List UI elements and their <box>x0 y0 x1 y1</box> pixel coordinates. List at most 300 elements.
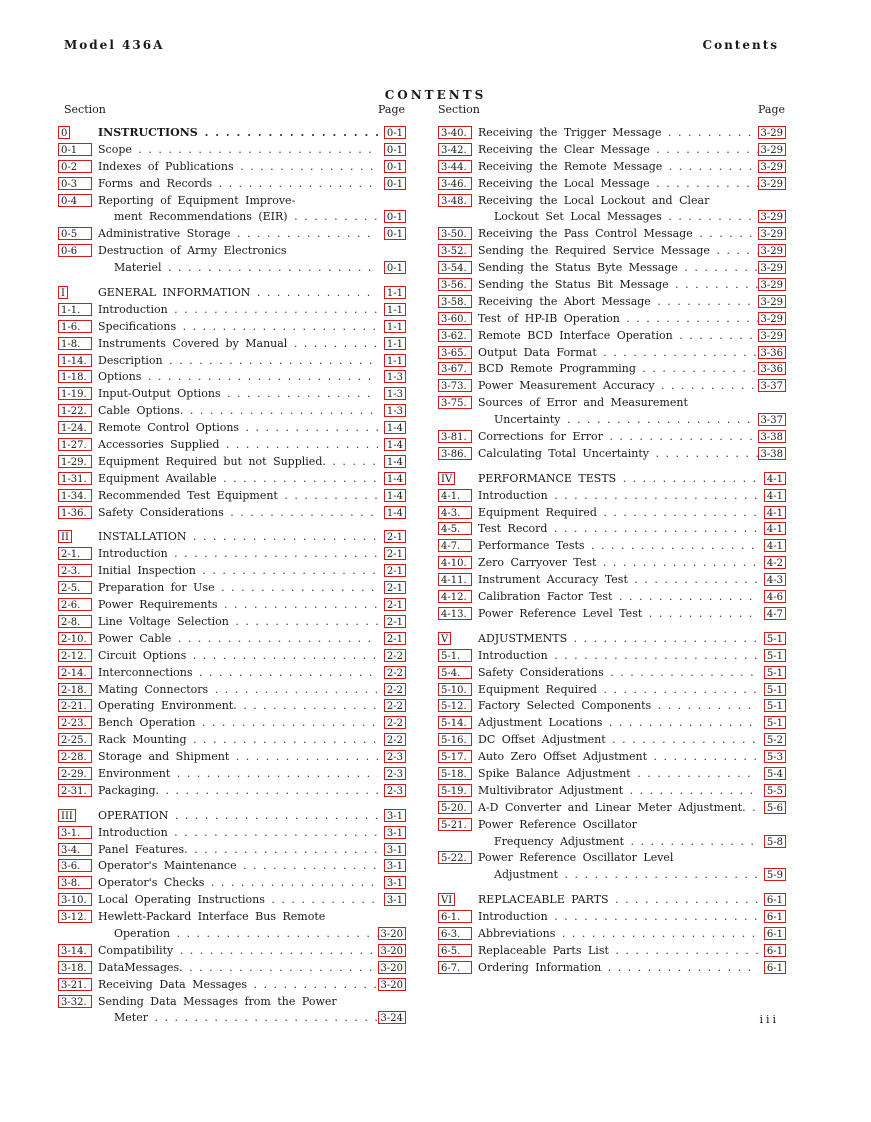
entry-title: Instruments Covered by Manual . . . <box>98 336 378 353</box>
toc-entry[interactable] <box>58 783 406 800</box>
section-number: 3-56. <box>438 278 472 291</box>
entry-title: Reporting of Equipment Improve- <box>98 193 296 207</box>
toc-entry[interactable] <box>438 698 786 715</box>
section-number: 3-10. <box>58 893 92 906</box>
toc-entry[interactable] <box>58 125 406 142</box>
toc-entry[interactable] <box>58 488 406 505</box>
entry-title: Replaceable Parts List . . . <box>478 943 758 960</box>
toc-entry[interactable] <box>58 842 406 859</box>
toc-entry[interactable] <box>58 648 406 665</box>
toc-entry[interactable] <box>438 277 786 294</box>
toc-entry[interactable] <box>438 943 786 960</box>
entry-title: Introduction . . . <box>478 488 758 505</box>
section-number: 2-1. <box>58 547 92 560</box>
page-ref: 5-8 <box>764 835 786 848</box>
entry-title: Sending the Required Service Message . . . <box>478 243 758 260</box>
toc-entry[interactable] <box>438 311 786 328</box>
entry-title: Remote Control Options . . . <box>98 420 378 437</box>
entry-title: INSTALLATION . . . <box>98 529 378 546</box>
entry-title: REPLACEABLE PARTS . . . <box>478 892 758 909</box>
page-ref: 3-29 <box>758 278 786 291</box>
section-number: 1-19. <box>58 387 92 400</box>
section-number: 1-29. <box>58 455 92 468</box>
toc-entry[interactable] <box>58 977 406 994</box>
entry-title: Remote BCD Interface Operation . . . <box>478 328 758 345</box>
page-ref: 0-1 <box>384 126 406 139</box>
entry-title: Calibration Factor Test . . . <box>478 589 758 606</box>
toc-entry[interactable] <box>438 521 786 538</box>
toc-entry[interactable] <box>438 715 786 732</box>
toc-entry[interactable] <box>438 505 786 522</box>
entry-title: ADJUSTMENTS . . . <box>478 631 758 648</box>
page-ref: 3-29 <box>758 227 786 240</box>
entry-title: A-D Converter and Linear Meter Adjustment. . . . <box>478 800 758 817</box>
entry-title: OPERATION . . . <box>98 808 378 825</box>
page-ref: 3-24 <box>378 1011 406 1024</box>
page-ref: 2-2 <box>384 683 406 696</box>
page-ref: 3-29 <box>758 126 786 139</box>
entry-title: Uncertainty . . . <box>494 412 758 429</box>
entry-title: Description . . . <box>98 353 378 370</box>
page-ref: 0-1 <box>384 177 406 190</box>
page-ref: 5-1 <box>764 666 786 679</box>
toc-entry[interactable] <box>58 142 406 159</box>
entry-title: Zero Carryover Test . . . <box>478 555 758 572</box>
toc-entry[interactable] <box>58 665 406 682</box>
page-ref: 1-4 <box>384 489 406 502</box>
toc-entry[interactable] <box>58 546 406 563</box>
entry-title: Specifications . . . <box>98 319 378 336</box>
section-number: 5-18. <box>438 767 472 780</box>
toc-entry[interactable] <box>58 285 406 302</box>
toc-entry[interactable] <box>438 766 786 783</box>
entry-title: Power Requirements . . . <box>98 597 378 614</box>
entry-title: Receiving the Clear Message . . . <box>478 142 758 159</box>
toc-entry[interactable] <box>438 488 786 505</box>
entry-title: Receiving the Local Message . . . <box>478 176 758 193</box>
section-number: 1-31. <box>58 472 92 485</box>
toc-entry[interactable] <box>438 749 786 766</box>
section-number: 3-8. <box>58 876 92 889</box>
toc-entry[interactable] <box>438 960 786 977</box>
right-section-heading: Section <box>438 103 480 116</box>
section-number: 4-12. <box>438 590 472 603</box>
toc-entry[interactable] <box>58 226 406 243</box>
toc-entry[interactable] <box>58 858 406 875</box>
entry-title: Ordering Information . . . <box>478 960 758 977</box>
entry-title: Introduction . . . <box>98 302 378 319</box>
section-number: 3-52. <box>438 244 472 257</box>
toc-entry[interactable] <box>58 926 406 943</box>
toc-entry[interactable] <box>438 909 786 926</box>
section-number: 3-81. <box>438 430 472 443</box>
section-number: 4-10. <box>438 556 472 569</box>
page-ref: 4-7 <box>764 607 786 620</box>
section-number: 4-13. <box>438 607 472 620</box>
model-header: Model 436A <box>64 38 165 52</box>
section-number: 5-19. <box>438 784 472 797</box>
page-ref: 3-29 <box>758 312 786 325</box>
page-ref: 3-29 <box>758 160 786 173</box>
entry-title: Lockout Set Local Messages . . . <box>494 209 758 226</box>
page-ref: 2-3 <box>384 750 406 763</box>
section-number: 4-11. <box>438 573 472 586</box>
section-number: 0-5 <box>58 227 92 240</box>
section-number: I <box>58 286 68 299</box>
page-ref: 2-1 <box>384 530 406 543</box>
toc-entry[interactable] <box>58 437 406 454</box>
page-ref: 5-1 <box>764 683 786 696</box>
entry-title: Circuit Options . . . <box>98 648 378 665</box>
entry-title: Receiving the Remote Message . . . <box>478 159 758 176</box>
page-ref: 3-29 <box>758 244 786 257</box>
toc-entry[interactable] <box>438 682 786 699</box>
entry-title: Calculating Total Uncertainty . . . <box>478 446 758 463</box>
page-ref: 3-29 <box>758 177 786 190</box>
section-number: IV <box>438 472 455 485</box>
toc-entry[interactable] <box>438 125 786 142</box>
page-ref: 3-1 <box>384 826 406 839</box>
toc-entry[interactable] <box>438 176 786 193</box>
page-ref: 3-20 <box>378 944 406 957</box>
toc-entry[interactable] <box>438 226 786 243</box>
toc-entry[interactable] <box>438 328 786 345</box>
section-number: 3-44. <box>438 160 472 173</box>
section-number: 5-4. <box>438 666 472 679</box>
entry-title: Sending the Status Bit Message . . . <box>478 277 758 294</box>
section-number: 6-7. <box>438 961 472 974</box>
entry-title: GENERAL INFORMATION . . . <box>98 285 378 302</box>
page-ref: 1-4 <box>384 455 406 468</box>
page-ref: 3-1 <box>384 893 406 906</box>
section-number: 4-3. <box>438 506 472 519</box>
toc-entry[interactable] <box>58 209 406 226</box>
toc-entry[interactable] <box>58 909 406 926</box>
page-ref: 2-2 <box>384 699 406 712</box>
toc-entry[interactable] <box>438 648 786 665</box>
entry-title: Test Record . . . <box>478 521 758 538</box>
page-ref: 6-1 <box>764 944 786 957</box>
section-number: 2-12. <box>58 649 92 662</box>
entry-title: Administrative Storage . . . <box>98 226 378 243</box>
toc-entry[interactable] <box>438 361 786 378</box>
toc-entry[interactable] <box>58 386 406 403</box>
toc-entry[interactable] <box>58 319 406 336</box>
toc-entry[interactable] <box>58 631 406 648</box>
toc-entry[interactable] <box>438 345 786 362</box>
toc-entry[interactable] <box>438 926 786 943</box>
toc-entry[interactable] <box>438 429 786 446</box>
toc-entry[interactable] <box>438 446 786 463</box>
toc-entry[interactable] <box>438 665 786 682</box>
toc-entry[interactable] <box>58 698 406 715</box>
toc-entry[interactable] <box>58 715 406 732</box>
entry-title: Introduction . . . <box>478 648 758 665</box>
page-ref: 1-4 <box>384 506 406 519</box>
toc-entry[interactable] <box>58 994 406 1011</box>
page-ref: 1-1 <box>384 286 406 299</box>
section-number: 3-67. <box>438 362 472 375</box>
toc-entry[interactable] <box>438 783 786 800</box>
page-ref: 5-2 <box>764 733 786 746</box>
section-number: 3-58. <box>438 295 472 308</box>
section-number: 5-12. <box>438 699 472 712</box>
toc-entry[interactable] <box>58 159 406 176</box>
entry-title: Abbreviations . . . <box>478 926 758 943</box>
toc-entry[interactable] <box>58 471 406 488</box>
toc-entry[interactable] <box>438 555 786 572</box>
entry-title: Recommended Test Equipment . . . <box>98 488 378 505</box>
page-ref: 3-29 <box>758 295 786 308</box>
section-number: 2-31. <box>58 784 92 797</box>
entry-title: Line Voltage Selection . . . <box>98 614 378 631</box>
page-ref: 5-1 <box>764 632 786 645</box>
section-number: 1-27. <box>58 438 92 451</box>
entry-title: Adjustment Locations . . . <box>478 715 758 732</box>
section-number: V <box>438 632 451 645</box>
toc-entry[interactable] <box>438 850 786 867</box>
left-page-heading: Page <box>378 103 406 116</box>
page-ref: 1-3 <box>384 370 406 383</box>
toc-entry[interactable] <box>58 336 406 353</box>
entry-title: Adjustment . . . <box>494 867 758 884</box>
toc-entry[interactable] <box>58 505 406 522</box>
toc-entry[interactable] <box>58 176 406 193</box>
toc-entry[interactable] <box>58 193 406 210</box>
toc-entry[interactable] <box>58 580 406 597</box>
toc-entry[interactable] <box>58 808 406 825</box>
toc-entry[interactable] <box>438 817 786 834</box>
toc-entry[interactable] <box>58 243 406 260</box>
toc-entry[interactable] <box>58 682 406 699</box>
page-ref: 0-1 <box>384 227 406 240</box>
toc-entry[interactable] <box>438 589 786 606</box>
toc-entry[interactable] <box>58 403 406 420</box>
page-ref: 2-3 <box>384 767 406 780</box>
toc-entry[interactable] <box>58 529 406 546</box>
section-number: 3-6. <box>58 859 92 872</box>
toc-entry[interactable] <box>438 538 786 555</box>
entry-title: Power Reference Level Test . . . <box>478 606 758 623</box>
page-ref: 1-1 <box>384 303 406 316</box>
section-number: 3-73. <box>438 379 472 392</box>
entry-title: Destruction of Army Electronics <box>98 244 287 258</box>
page-ref: 3-29 <box>758 261 786 274</box>
section-number: 6-5. <box>438 944 472 957</box>
entry-title: Panel Features. . . . <box>98 842 378 859</box>
section-number: 0-4 <box>58 194 92 207</box>
page-ref: 2-3 <box>384 784 406 797</box>
toc-entry[interactable] <box>58 597 406 614</box>
section-number: 1-6. <box>58 320 92 333</box>
entry-title: Output Data Format . . . <box>478 345 758 362</box>
entry-title: Instrument Accuracy Test . . . <box>478 572 758 589</box>
page-ref: 3-29 <box>758 210 786 223</box>
toc-entry[interactable] <box>58 369 406 386</box>
section-number: 1-18. <box>58 370 92 383</box>
entry-title: Initial Inspection . . . <box>98 563 378 580</box>
section-number: 0-1 <box>58 143 92 156</box>
entry-title: Safety Considerations . . . <box>478 665 758 682</box>
entry-title: INSTRUCTIONS . . . <box>98 125 378 142</box>
toc-entry[interactable] <box>438 159 786 176</box>
toc-entry[interactable] <box>438 395 786 412</box>
toc-entry[interactable] <box>438 209 786 226</box>
page-ref: 2-1 <box>384 632 406 645</box>
page-number: iii <box>759 1013 779 1026</box>
toc-entry[interactable] <box>438 193 786 210</box>
entry-title: Test of HP-IB Operation . . . <box>478 311 758 328</box>
toc-entry[interactable] <box>58 454 406 471</box>
section-number: 3-14. <box>58 944 92 957</box>
entry-title: Local Operating Instructions . . . <box>98 892 378 909</box>
page-ref: 4-6 <box>764 590 786 603</box>
toc-entry[interactable] <box>438 260 786 277</box>
entry-title: Operation . . . <box>114 926 378 943</box>
entry-title: Indexes of Publications . . . <box>98 159 378 176</box>
entry-title: Rack Mounting . . . <box>98 732 378 749</box>
entry-title: Interconnections . . . <box>98 665 378 682</box>
page-ref: 3-1 <box>384 843 406 856</box>
page-ref: 2-1 <box>384 598 406 611</box>
toc-entry[interactable] <box>438 378 786 395</box>
toc-entry[interactable] <box>438 471 786 488</box>
toc-entry[interactable] <box>438 867 786 884</box>
section-number: 4-5. <box>438 522 472 535</box>
section-number: 2-28. <box>58 750 92 763</box>
section-number: 5-21. <box>438 818 472 831</box>
toc-entry[interactable] <box>58 353 406 370</box>
section-number: 2-6. <box>58 598 92 611</box>
entry-title: Power Measurement Accuracy . . . <box>478 378 758 395</box>
section-header: Contents <box>702 38 779 52</box>
toc-entry[interactable] <box>58 892 406 909</box>
entry-title: Receiving the Local Lockout and Clear <box>478 193 710 207</box>
entry-title: Receiving the Abort Message . . . <box>478 294 758 311</box>
page-ref: 5-3 <box>764 750 786 763</box>
entry-title: BCD Remote Programming . . . <box>478 361 758 378</box>
section-number: 0-3 <box>58 177 92 190</box>
section-number: 1-24. <box>58 421 92 434</box>
page-ref: 4-3 <box>764 573 786 586</box>
page-ref: 6-1 <box>764 927 786 940</box>
page-ref: 4-2 <box>764 556 786 569</box>
toc-entry[interactable] <box>438 294 786 311</box>
toc-entry[interactable] <box>438 631 786 648</box>
section-number: 3-32. <box>58 995 92 1008</box>
toc-entry[interactable] <box>438 142 786 159</box>
section-number: 2-3. <box>58 564 92 577</box>
entry-title: Multivibrator Adjustment . . . <box>478 783 758 800</box>
page-ref: 5-6 <box>764 801 786 814</box>
right-page-heading: Page <box>758 103 786 116</box>
entry-title: Receiving the Trigger Message . . . <box>478 125 758 142</box>
page-ref: 1-1 <box>384 354 406 367</box>
toc-entry[interactable] <box>58 260 406 277</box>
page-ref: 0-1 <box>384 210 406 223</box>
page-ref: 0-1 <box>384 261 406 274</box>
toc-entry[interactable] <box>58 875 406 892</box>
page-ref: 0-1 <box>384 143 406 156</box>
entry-title: Operating Environment. . . . <box>98 698 378 715</box>
entry-title: Mating Connectors . . . <box>98 682 378 699</box>
section-number: VI <box>438 893 455 906</box>
page-ref: 5-1 <box>764 716 786 729</box>
toc-entry[interactable] <box>58 614 406 631</box>
toc-entry[interactable] <box>58 825 406 842</box>
section-number: 3-62. <box>438 329 472 342</box>
entry-title: Accessories Supplied . . . <box>98 437 378 454</box>
entry-title: DC Offset Adjustment . . . <box>478 732 758 749</box>
page-ref: 1-4 <box>384 472 406 485</box>
toc-entry[interactable] <box>58 749 406 766</box>
section-number: 2-5. <box>58 581 92 594</box>
toc-entry[interactable] <box>58 302 406 319</box>
page-ref: 4-1 <box>764 522 786 535</box>
page-ref: 2-1 <box>384 615 406 628</box>
entry-title: Options . . . <box>98 369 378 386</box>
toc-entry[interactable] <box>438 732 786 749</box>
page-ref: 4-1 <box>764 539 786 552</box>
toc-entry[interactable] <box>58 943 406 960</box>
toc-entry[interactable] <box>58 563 406 580</box>
page-ref: 2-2 <box>384 666 406 679</box>
entry-title: Safety Considerations . . . <box>98 505 378 522</box>
entry-title: Operator's Checks . . . <box>98 875 378 892</box>
section-number: II <box>58 530 72 543</box>
section-number: 1-1. <box>58 303 92 316</box>
toc-entry[interactable] <box>58 420 406 437</box>
page-ref: 4-1 <box>764 489 786 502</box>
entry-title: DataMessages. . . . <box>98 960 378 977</box>
entry-title: Power Reference Oscillator Level <box>478 851 674 865</box>
entry-title: Frequency Adjustment . . . <box>494 834 758 851</box>
entry-title: Forms and Records . . . <box>98 176 378 193</box>
toc-entry[interactable] <box>58 732 406 749</box>
entry-title: Materiel . . . <box>114 260 378 277</box>
section-number: 5-20. <box>438 801 472 814</box>
section-number: 2-21. <box>58 699 92 712</box>
section-number: 3-42. <box>438 143 472 156</box>
section-number: 2-18. <box>58 683 92 696</box>
toc-entry[interactable] <box>58 1010 406 1027</box>
toc-entry[interactable] <box>438 606 786 623</box>
section-number: 1-14. <box>58 354 92 367</box>
section-number: 3-48. <box>438 194 472 207</box>
toc-entry[interactable] <box>438 834 786 851</box>
toc-entry[interactable] <box>438 572 786 589</box>
section-number: 1-22. <box>58 404 92 417</box>
entry-title: PERFORMANCE TESTS . . . <box>478 471 758 488</box>
entry-title: Cable Options. . . . <box>98 403 378 420</box>
section-number: 3-18. <box>58 961 92 974</box>
toc-entry[interactable] <box>438 243 786 260</box>
page-ref: 2-1 <box>384 564 406 577</box>
toc-entry[interactable] <box>438 412 786 429</box>
toc-entry[interactable] <box>438 800 786 817</box>
left-section-heading: Section <box>64 103 106 116</box>
entry-title: Equipment Available . . . <box>98 471 378 488</box>
entry-title: Introduction . . . <box>478 909 758 926</box>
entry-title: Meter . . . <box>114 1010 378 1027</box>
page-ref: 3-29 <box>758 329 786 342</box>
toc-entry[interactable] <box>58 766 406 783</box>
page-ref: 3-20 <box>378 961 406 974</box>
page-ref: 1-3 <box>384 404 406 417</box>
section-number: 2-8. <box>58 615 92 628</box>
toc-entry[interactable] <box>58 960 406 977</box>
toc-entry[interactable] <box>438 892 786 909</box>
